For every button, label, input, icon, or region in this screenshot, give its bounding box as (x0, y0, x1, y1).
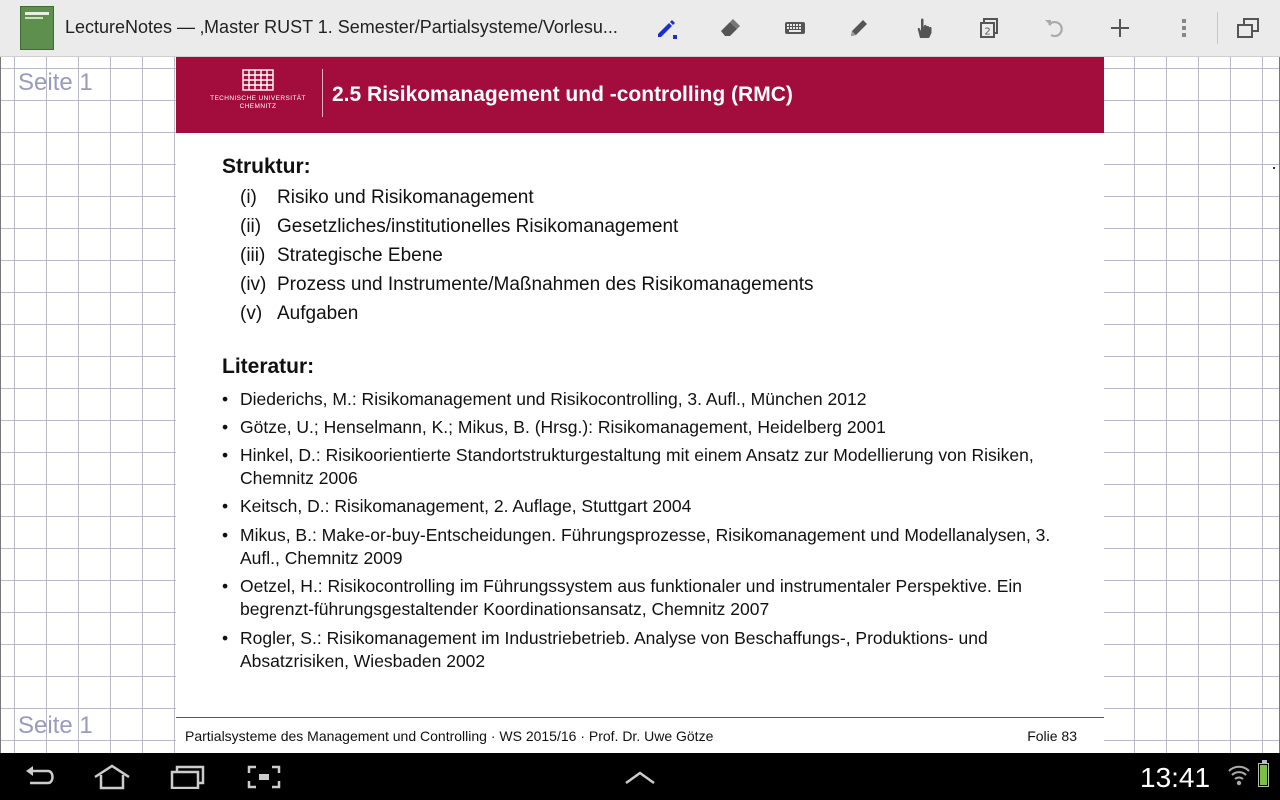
page-label: Seite 1 (18, 712, 93, 739)
structure-item: (iii) Strategische Ebene (240, 245, 443, 266)
wifi-icon (1228, 763, 1250, 787)
slide-number: Folie 83 (1027, 728, 1077, 744)
overflow-menu-icon[interactable] (1170, 14, 1198, 42)
eraser-icon[interactable] (716, 14, 744, 42)
svg-text:2: 2 (984, 26, 991, 38)
header-divider (322, 69, 323, 117)
structure-item: (v) Aufgaben (240, 303, 359, 324)
battery-icon (1258, 763, 1269, 787)
structure-item: (ii) Gesetzliches/institutionelles Risikomanagement (240, 216, 679, 237)
pencil-icon[interactable] (845, 14, 873, 42)
chevron-up-icon[interactable] (618, 761, 662, 793)
university-logo: TECHNISCHE UNIVERSITÄT CHEMNITZ (206, 69, 310, 121)
structure-item: (iv) Prozess und Instrumente/Maßnahmen des Risikomanagements (240, 274, 814, 295)
footer-divider (176, 717, 1104, 718)
literature-item: • Mikus, B.: Make-or-buy-Entscheidungen. Führungsprozesse, Risikomanagement und Modellanalysen, 3. Aufl., Chemnitz 2009 (222, 525, 1051, 568)
literature-item: • Hinkel, D.: Risikoorientierte Standortstrukturgestaltung mit einem Ansatz zur Modellierung von Risiken, Chemnitz 2006 (222, 445, 1034, 488)
structure-item: (i) Risiko und Risikomanagement (240, 187, 534, 208)
structure-heading: Struktur: (222, 155, 311, 178)
notebook-canvas[interactable] (0, 57, 1280, 753)
pen-icon[interactable] (652, 14, 680, 42)
undo-icon[interactable] (1040, 14, 1068, 42)
university-logo-icon (242, 69, 274, 91)
literature-item: • Rogler, S.: Risikomanagement im Industriebetrieb. Analyse von Beschaffungs-, Produktions- und Absatzrisiken, Wiesbaden 2002 (222, 628, 988, 671)
literature-item: • Diederichs, M.: Risikomanagement und Risikocontrolling, 3. Aufl., München 2012 (222, 389, 867, 409)
literature-item: • Oetzel, H.: Risikocontrolling im Führungssystem aus funktionaler und instrumentaler Perspektive. Ein begrenzt-führungsgestaltender Koordinationsansatz, Chemnitz 2007 (222, 576, 1023, 619)
clock: 13:41 (1140, 762, 1211, 793)
screenshot-icon[interactable] (242, 761, 286, 793)
keyboard-icon[interactable] (781, 14, 809, 42)
window-icon[interactable] (1234, 14, 1262, 42)
slide-title: 2.5 Risikomanagement und -controlling (RMC) (332, 83, 793, 106)
literature-item: • Keitsch, D.: Risikomanagement, 2. Auflage, Stuttgart 2004 (222, 496, 692, 516)
literature-item: • Götze, U.; Henselmann, K.; Mikus, B. (Hrsg.): Risikomanagement, Heidelberg 2001 (222, 417, 886, 437)
slide-image (176, 57, 1104, 753)
slide-footer: Partialsysteme des Management und Controlling · WS 2015/16 · Prof. Dr. Uwe Götze (185, 728, 714, 744)
hand-icon[interactable] (910, 14, 938, 42)
notebook-icon[interactable] (20, 6, 54, 50)
system-bar (0, 753, 1280, 800)
literature-heading: Literatur: (222, 355, 315, 378)
layers-icon[interactable] (975, 14, 1003, 42)
recent-apps-icon[interactable] (165, 761, 209, 793)
slide-header (176, 57, 1104, 133)
notebook-title[interactable]: LectureNotes — ‚Master RUST 1. Semester/Partialsysteme/Vorlesu... (65, 17, 618, 37)
home-icon[interactable] (90, 761, 134, 793)
add-icon[interactable] (1106, 14, 1134, 42)
page-label: Seite 1 (18, 69, 93, 96)
action-bar (0, 0, 1280, 57)
page-border (0, 57, 1, 753)
back-icon[interactable] (18, 761, 62, 793)
ink-dot (1273, 167, 1275, 169)
toolbar-divider (1217, 12, 1218, 44)
